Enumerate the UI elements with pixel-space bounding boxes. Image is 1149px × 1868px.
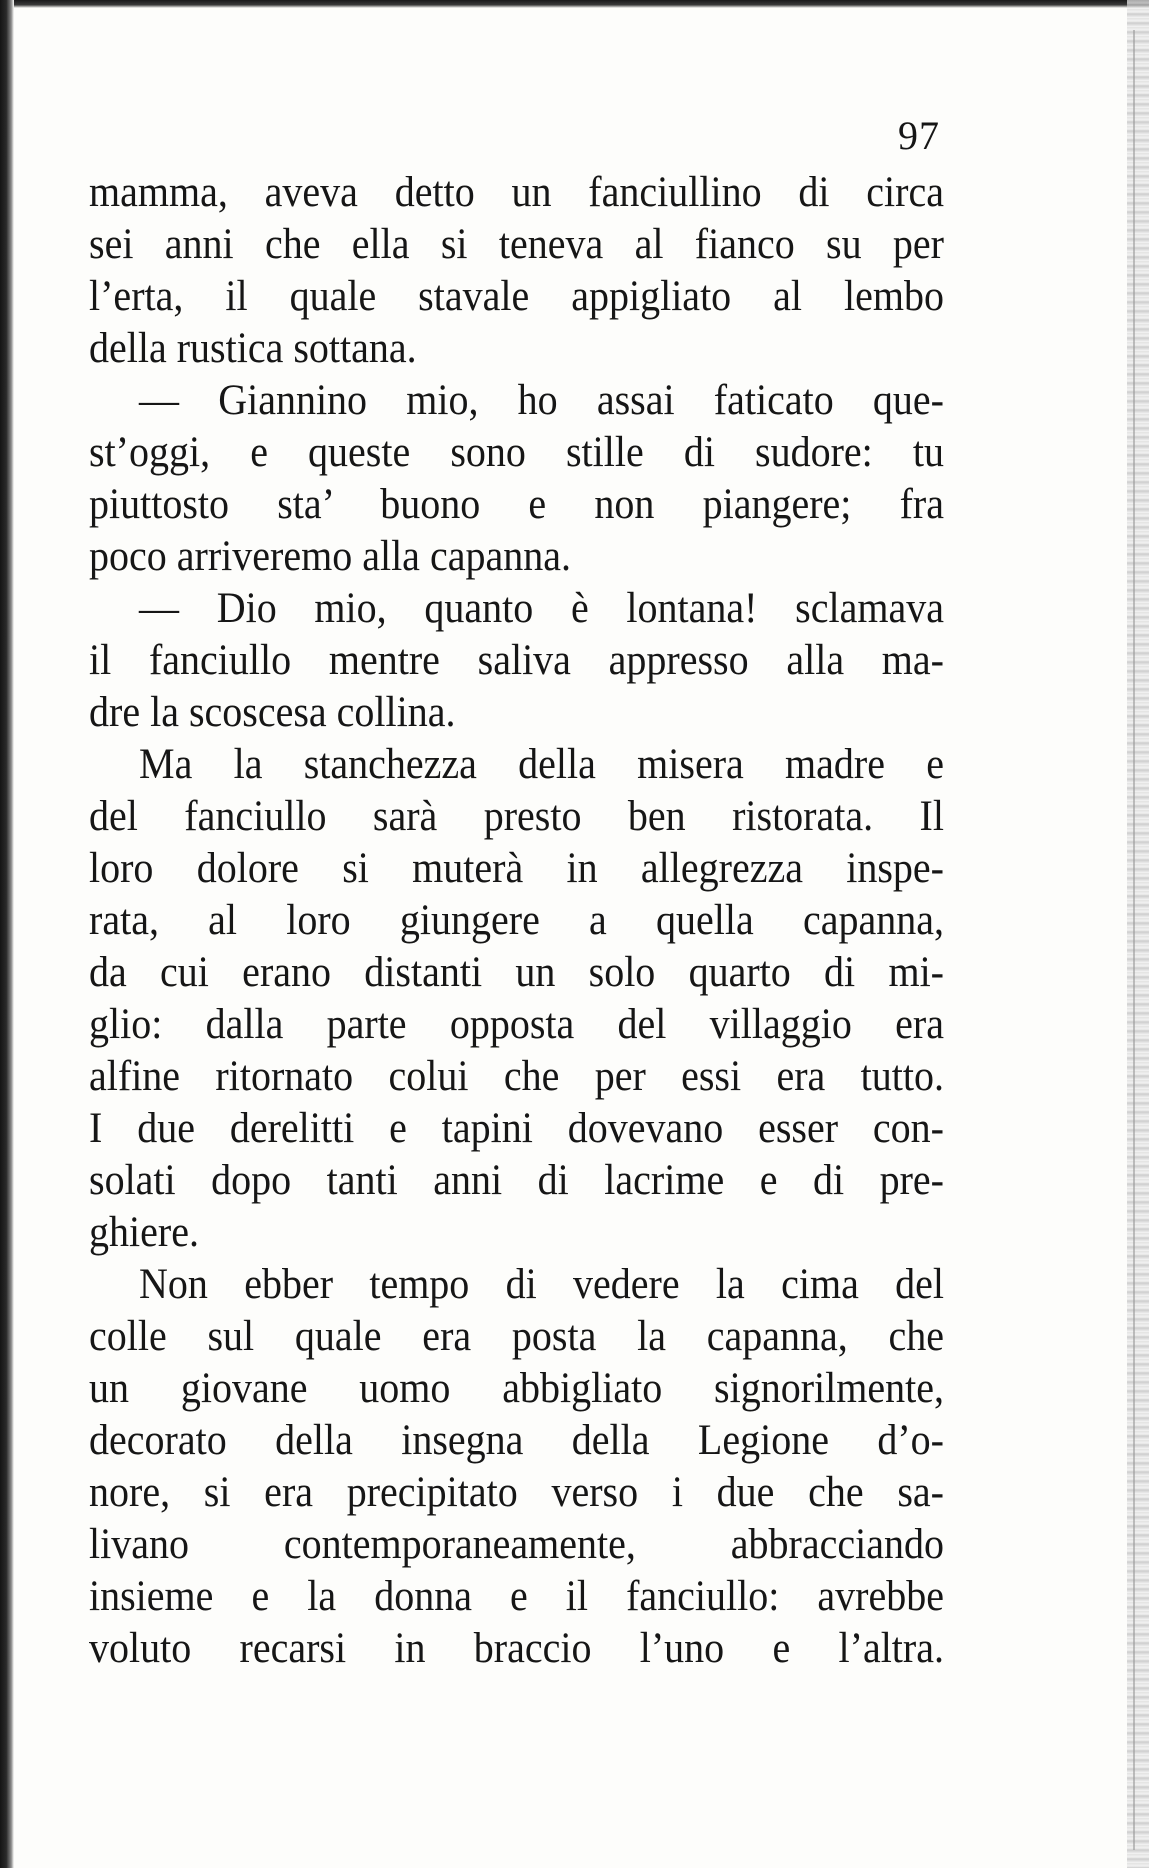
text-line: della rustica sottana.	[89, 323, 417, 372]
page-number: 97	[898, 113, 940, 158]
text-line: poco arriveremo alla capanna.	[89, 531, 571, 580]
text-line: voluto recarsi in braccio l’uno e l’altra.	[89, 1623, 944, 1672]
text-line: — Dio mio, quanto è lontana! sclamava	[139, 583, 944, 632]
text-line: sei anni che ella si teneva al fianco su per	[89, 219, 944, 268]
text-line: mamma, aveva detto un fanciullino di circa	[89, 167, 944, 216]
text-line: glio: dalla parte opposta del villaggio era	[89, 999, 944, 1048]
scan-left-edge	[0, 0, 14, 1868]
text-line: dre la scoscesa collina.	[89, 687, 456, 736]
text-line: piuttosto sta’ buono e non piangere; fra	[89, 479, 944, 528]
text-line: loro dolore si muterà in allegrezza inspe-	[89, 843, 944, 892]
text-line: rata, al loro giungere a quella capanna,	[89, 895, 944, 944]
text-line: da cui erano distanti un solo quarto di mi-	[89, 947, 944, 996]
scan-right-fold-line	[1133, 30, 1135, 1850]
text-line: Ma la stanchezza della misera madre e	[139, 739, 944, 788]
text-line: del fanciullo sarà presto ben ristorata. Il	[89, 791, 944, 840]
text-line: colle sul quale era posta la capanna, che	[89, 1311, 944, 1360]
text-line: solati dopo tanti anni di lacrime e di pre-	[89, 1155, 944, 1204]
text-line: Non ebber tempo di vedere la cima del	[139, 1259, 944, 1308]
text-line: st’oggi, e queste sono stille di sudore: tu	[89, 427, 944, 476]
text-line: insieme e la donna e il fanciullo: avrebbe	[89, 1571, 944, 1620]
text-line: l’erta, il quale stavale appigliato al lembo	[89, 271, 944, 320]
text-line: un giovane uomo abbigliato signorilmente,	[89, 1363, 944, 1412]
text-line: alfine ritornato colui che per essi era tutto.	[89, 1051, 944, 1100]
text-line: decorato della insegna della Legione d’o-	[89, 1415, 944, 1464]
scan-top-edge	[0, 0, 1149, 8]
text-line: I due derelitti e tapini dovevano esser con-	[89, 1103, 944, 1152]
text-line: ghiere.	[89, 1207, 199, 1256]
text-line: — Giannino mio, ho assai faticato que-	[139, 375, 944, 424]
text-line: nore, si era precipitato verso i due che sa-	[89, 1467, 944, 1516]
text-line: il fanciullo mentre saliva appresso alla ma-	[89, 635, 944, 684]
scan-right-edge	[1127, 0, 1149, 1868]
page-body-text	[89, 166, 944, 1674]
text-line: livano contemporaneamente, abbracciando	[89, 1519, 944, 1568]
